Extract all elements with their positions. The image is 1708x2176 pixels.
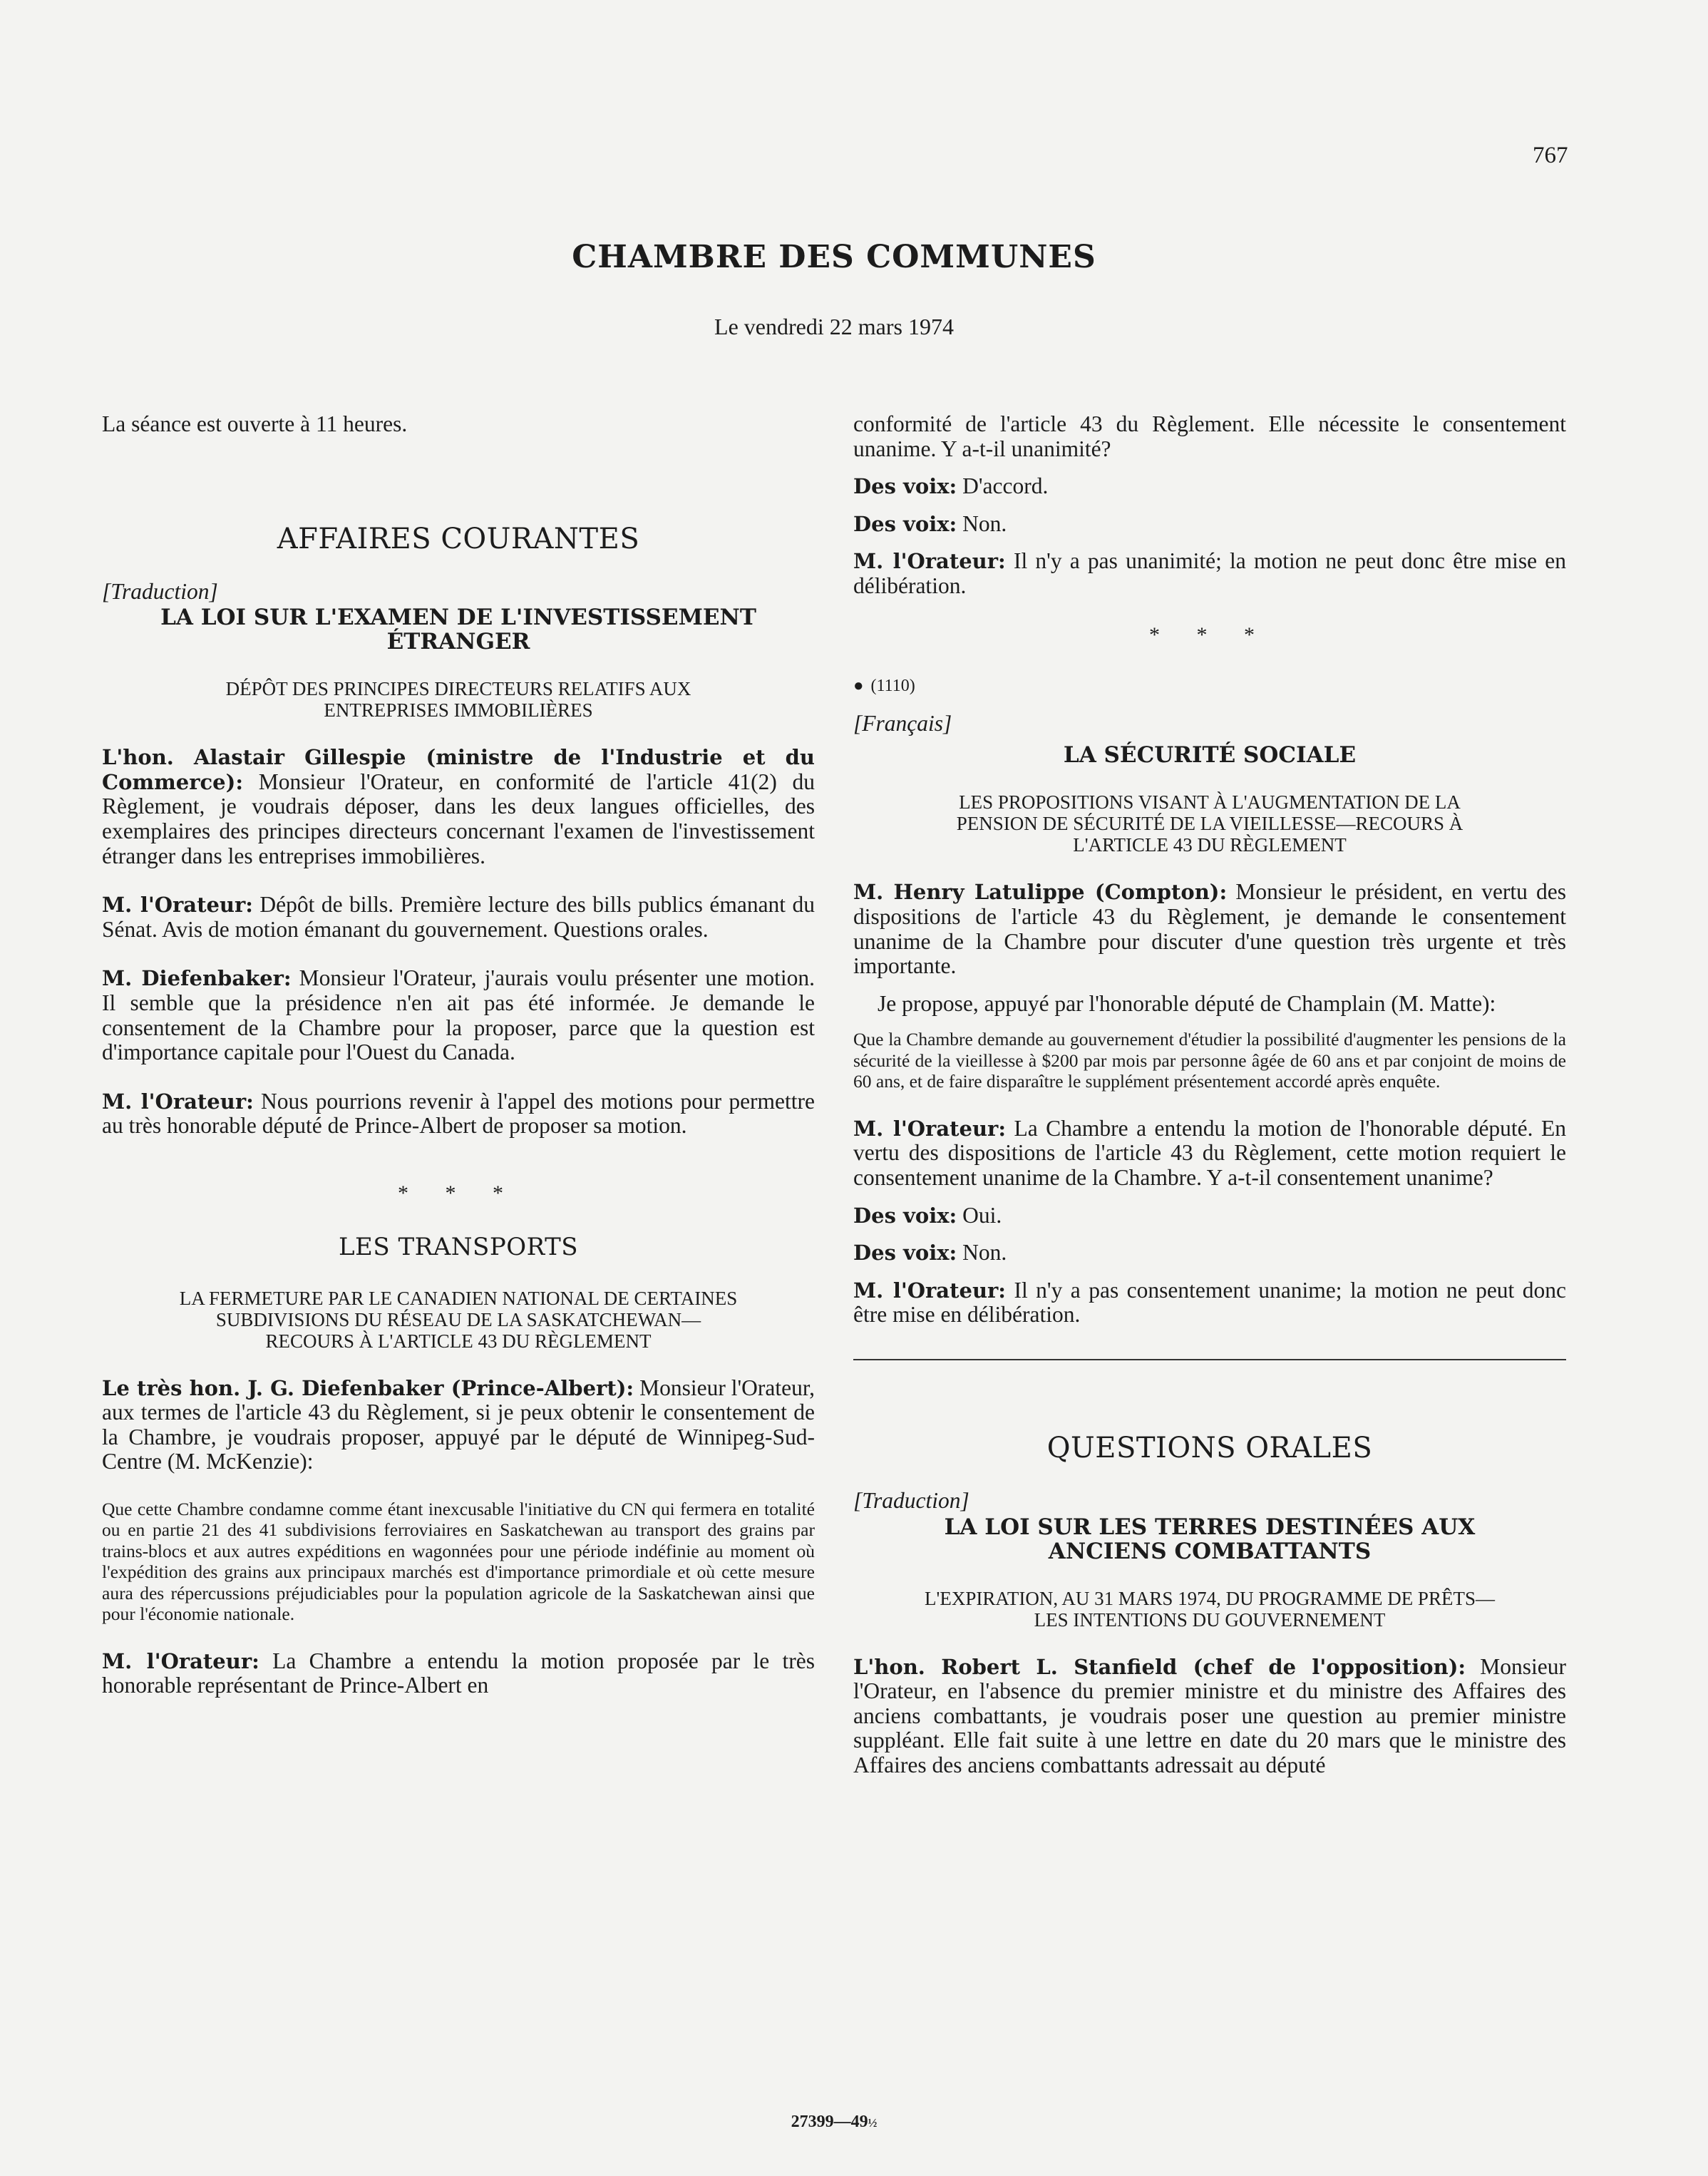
speech-paragraph: [102, 745, 815, 868]
speech-text: Non.: [957, 1240, 1007, 1266]
continued-text: conformité de l'article 43 du Règlement. Elle nécessite le consentement unanime. Y a-t-il unanimité?: [853, 411, 1566, 461]
speaker-name: M. l'Orateur:: [102, 893, 253, 918]
motion-quote: Que cette Chambre condamne comme étant inexcusable l'initiative du CN qui fermera en totalité ou en partie 21 des 41 subdivisions ferroviaires en Saskatchewan au transport des grains par trains-blocs et aux autres expéditions en wagonnées pour une période indéfinie au moment où l'expédition des grains aux principaux marchés est d'importance primordiale et où cette mesure aura des répercussions préjudiciables pour la population agricole de la Saskatchewan ainsi que pour l'économie nationale.: [102, 1498, 815, 1625]
speaker-name: L'hon. Robert L. Stanfield (chef de l'opposition):: [853, 1654, 1466, 1679]
sub-sub-heading-line: PENSION DE SÉCURITÉ DE LA VIEILLESSE—RECOURS À: [956, 813, 1463, 835]
opening-line: La séance est ouverte à 11 heures.: [102, 411, 408, 436]
speech-paragraph: [853, 474, 1566, 499]
section-heading-transports: LES TRANSPORTS: [338, 1232, 579, 1261]
print-code-fraction: ½: [868, 2116, 878, 2130]
speech-paragraph: [853, 1655, 1566, 1778]
speech-text: Monsieur l'Orateur, en conformité de l'article 41(2) du Règlement, je voudrais déposer, dans les deux langues officielles, des exemplaires des principes directeurs concernant l'examen de l'investissement étranger dans les entreprises immobilières.: [102, 769, 815, 868]
speech-paragraph: [102, 1376, 815, 1474]
speaker-name: M. l'Orateur:: [853, 1116, 1007, 1141]
sub-heading-line: ANCIENS COMBATTANTS: [1048, 1538, 1372, 1564]
sub-sub-heading: [102, 1288, 815, 1352]
section-separator: * * *: [1149, 622, 1270, 647]
speaker-name: Des voix:: [853, 1203, 957, 1228]
speech-text: Dépôt de bills. Première lecture des bills publics émanant du Sénat. Avis de motion émanant du gouvernement. Questions orales.: [102, 892, 815, 942]
speaker-name: Des voix:: [853, 511, 957, 536]
speech-paragraph: Je propose, appuyé par l'honorable député de Champlain (M. Matte):: [878, 990, 1496, 1016]
speech-text: Il n'y a pas unanimité; la motion ne peut donc être mise en délibération.: [853, 548, 1566, 598]
left-column: [102, 412, 815, 1698]
bullet-icon: ●: [853, 677, 864, 696]
speech-paragraph: [853, 1117, 1566, 1191]
sub-sub-heading-line: RECOURS À L'ARTICLE 43 DU RÈGLEMENT: [265, 1330, 652, 1352]
speaker-name: M. Henry Latulippe (Compton):: [853, 880, 1228, 905]
speaker-name: L'hon. Alastair Gillespie (ministre de l'Industrie et du Commerce):: [102, 745, 815, 794]
speech-text: Nous pourrions revenir à l'appel des motions pour permettre au très honorable député de Prince-Albert de proposer sa motion.: [102, 1088, 816, 1139]
sub-heading: [853, 1515, 1566, 1564]
sub-heading: LA SÉCURITÉ SOCIALE: [1063, 742, 1357, 769]
language-tag: [Français]: [853, 710, 952, 736]
speech-paragraph: [102, 1089, 815, 1139]
language-tag: [Traduction]: [102, 578, 218, 604]
speech-text: Monsieur le président, en vertu des dispositions de l'article 43 du Règlement, je demande le consentement unanime de la Chambre pour discuter d'une question très urgente et très importante.: [853, 879, 1566, 979]
sub-sub-heading-line: L'EXPIRATION, AU 31 MARS 1974, DU PROGRAMME DE PRÊTS—: [925, 1587, 1495, 1609]
speech-text: Il n'y a pas consentement unanime; la motion ne peut donc être mise en délibération.: [853, 1277, 1566, 1328]
section-heading-questions-orales: QUESTIONS ORALES: [1046, 1431, 1373, 1464]
speaker-name: M. l'Orateur:: [102, 1648, 259, 1673]
speech-paragraph: [853, 880, 1566, 978]
motion-quote: Que la Chambre demande au gouvernement d'étudier la possibilité d'augmenter les pensions de la sécurité de la vieillesse à $200 par mois par personne âgée de 60 ans et par conjoint de moins de 60 ans, et de faire disparaître le supplément présentement accordé après enquête.: [853, 1029, 1566, 1092]
speaker-name: M. l'Orateur:: [853, 1278, 1007, 1303]
language-tag: [Traduction]: [853, 1487, 969, 1513]
speech-text: Monsieur l'Orateur, en l'absence du premier ministre et du ministre des Affaires des anciens combattants, je voudrais poser une question au premier ministre suppléant. Elle fait suite à une lettre en date du 20 mars que le ministre des Affaires des anciens combattants adressait au député: [853, 1653, 1566, 1777]
speech-text: Non.: [957, 510, 1007, 536]
right-column: [853, 412, 1566, 1778]
speech-paragraph: [853, 1204, 1566, 1228]
sub-heading-line: LA LOI SUR LES TERRES DESTINÉES AUX: [944, 1514, 1476, 1540]
sub-heading: [102, 605, 815, 654]
sub-sub-heading-line: LA FERMETURE PAR LE CANADIEN NATIONAL DE CERTAINES: [179, 1287, 738, 1309]
speech-paragraph: [853, 1278, 1566, 1328]
section-heading-affaires-courantes: AFFAIRES COURANTES: [277, 522, 640, 555]
section-separator: * * *: [398, 1181, 519, 1205]
sub-sub-heading-line: LES INTENTIONS DU GOUVERNEMENT: [1034, 1608, 1386, 1631]
speech-text: D'accord.: [957, 473, 1049, 499]
sitting-date: Le vendredi 22 mars 1974: [714, 314, 954, 339]
print-code-text: 27399—49: [791, 2113, 868, 2131]
page-title: CHAMBRE DES COMMUNES: [572, 239, 1096, 275]
sub-sub-heading-line: LES PROPOSITIONS VISANT À L'AUGMENTATION DE LA: [959, 791, 1461, 814]
sub-heading-line: ÉTRANGER: [386, 629, 530, 655]
speech-paragraph: [102, 1649, 815, 1698]
sub-sub-heading: [853, 791, 1566, 856]
speaker-name: M. l'Orateur:: [853, 549, 1006, 574]
sub-sub-heading: [853, 1588, 1566, 1631]
sub-heading-line: LA LOI SUR L'EXAMEN DE L'INVESTISSEMENT: [160, 605, 756, 631]
sub-sub-heading-line: SUBDIVISIONS DU RÉSEAU DE LA SASKATCHEWAN—: [215, 1308, 701, 1330]
timestamp: (1110): [870, 677, 915, 696]
timestamp-line: [853, 672, 1566, 699]
page-number: 767: [1533, 143, 1568, 168]
speech-text: La Chambre a entendu la motion proposée par le très honorable représentant de Prince-Albert en: [102, 1648, 815, 1698]
speech-text: Monsieur l'Orateur, j'aurais voulu présenter une motion. Il semble que la présidence n'en ait pas été informée. Je demande le consentement de la Chambre pour la proposer, parce que la question est d'importance capitale pour l'Ouest du Canada.: [102, 965, 815, 1065]
speaker-name: Le très hon. J. G. Diefenbaker (Prince-Albert):: [102, 1375, 634, 1400]
speech-text: La Chambre a entendu la motion de l'honorable député. En vertu des dispositions de l'article 43 du Règlement, cette motion requiert le consentement unanime de la Chambre. Y a-t-il consentement unanime?: [853, 1115, 1566, 1190]
sub-sub-heading-line: L'ARTICLE 43 DU RÈGLEMENT: [1073, 834, 1347, 856]
sub-sub-heading: [102, 678, 815, 721]
print-code: [0, 2113, 1668, 2132]
sub-sub-heading-line: DÉPÔT DES PRINCIPES DIRECTEURS RELATIFS AUX: [225, 678, 691, 700]
speaker-name: Des voix:: [853, 474, 957, 499]
speaker-name: M. Diefenbaker:: [102, 966, 292, 991]
speech-paragraph: [853, 512, 1566, 537]
divider: [853, 1359, 1566, 1360]
speech-text: Monsieur l'Orateur, aux termes de l'article 43 du Règlement, si je peux obtenir le consentement de la Chambre, je voudrais proposer, appuyé par le député de Winnipeg-Sud-Centre (M. McKenzie):: [102, 1375, 815, 1474]
sub-sub-heading-line: ENTREPRISES IMMOBILIÈRES: [324, 699, 593, 722]
speech-paragraph: [853, 1241, 1566, 1266]
speech-text: Oui.: [957, 1202, 1002, 1228]
speaker-name: Des voix:: [853, 1241, 957, 1266]
speech-paragraph: [102, 893, 815, 942]
speech-paragraph: [102, 966, 815, 1064]
speech-paragraph: [853, 549, 1566, 598]
speaker-name: M. l'Orateur:: [102, 1089, 254, 1114]
